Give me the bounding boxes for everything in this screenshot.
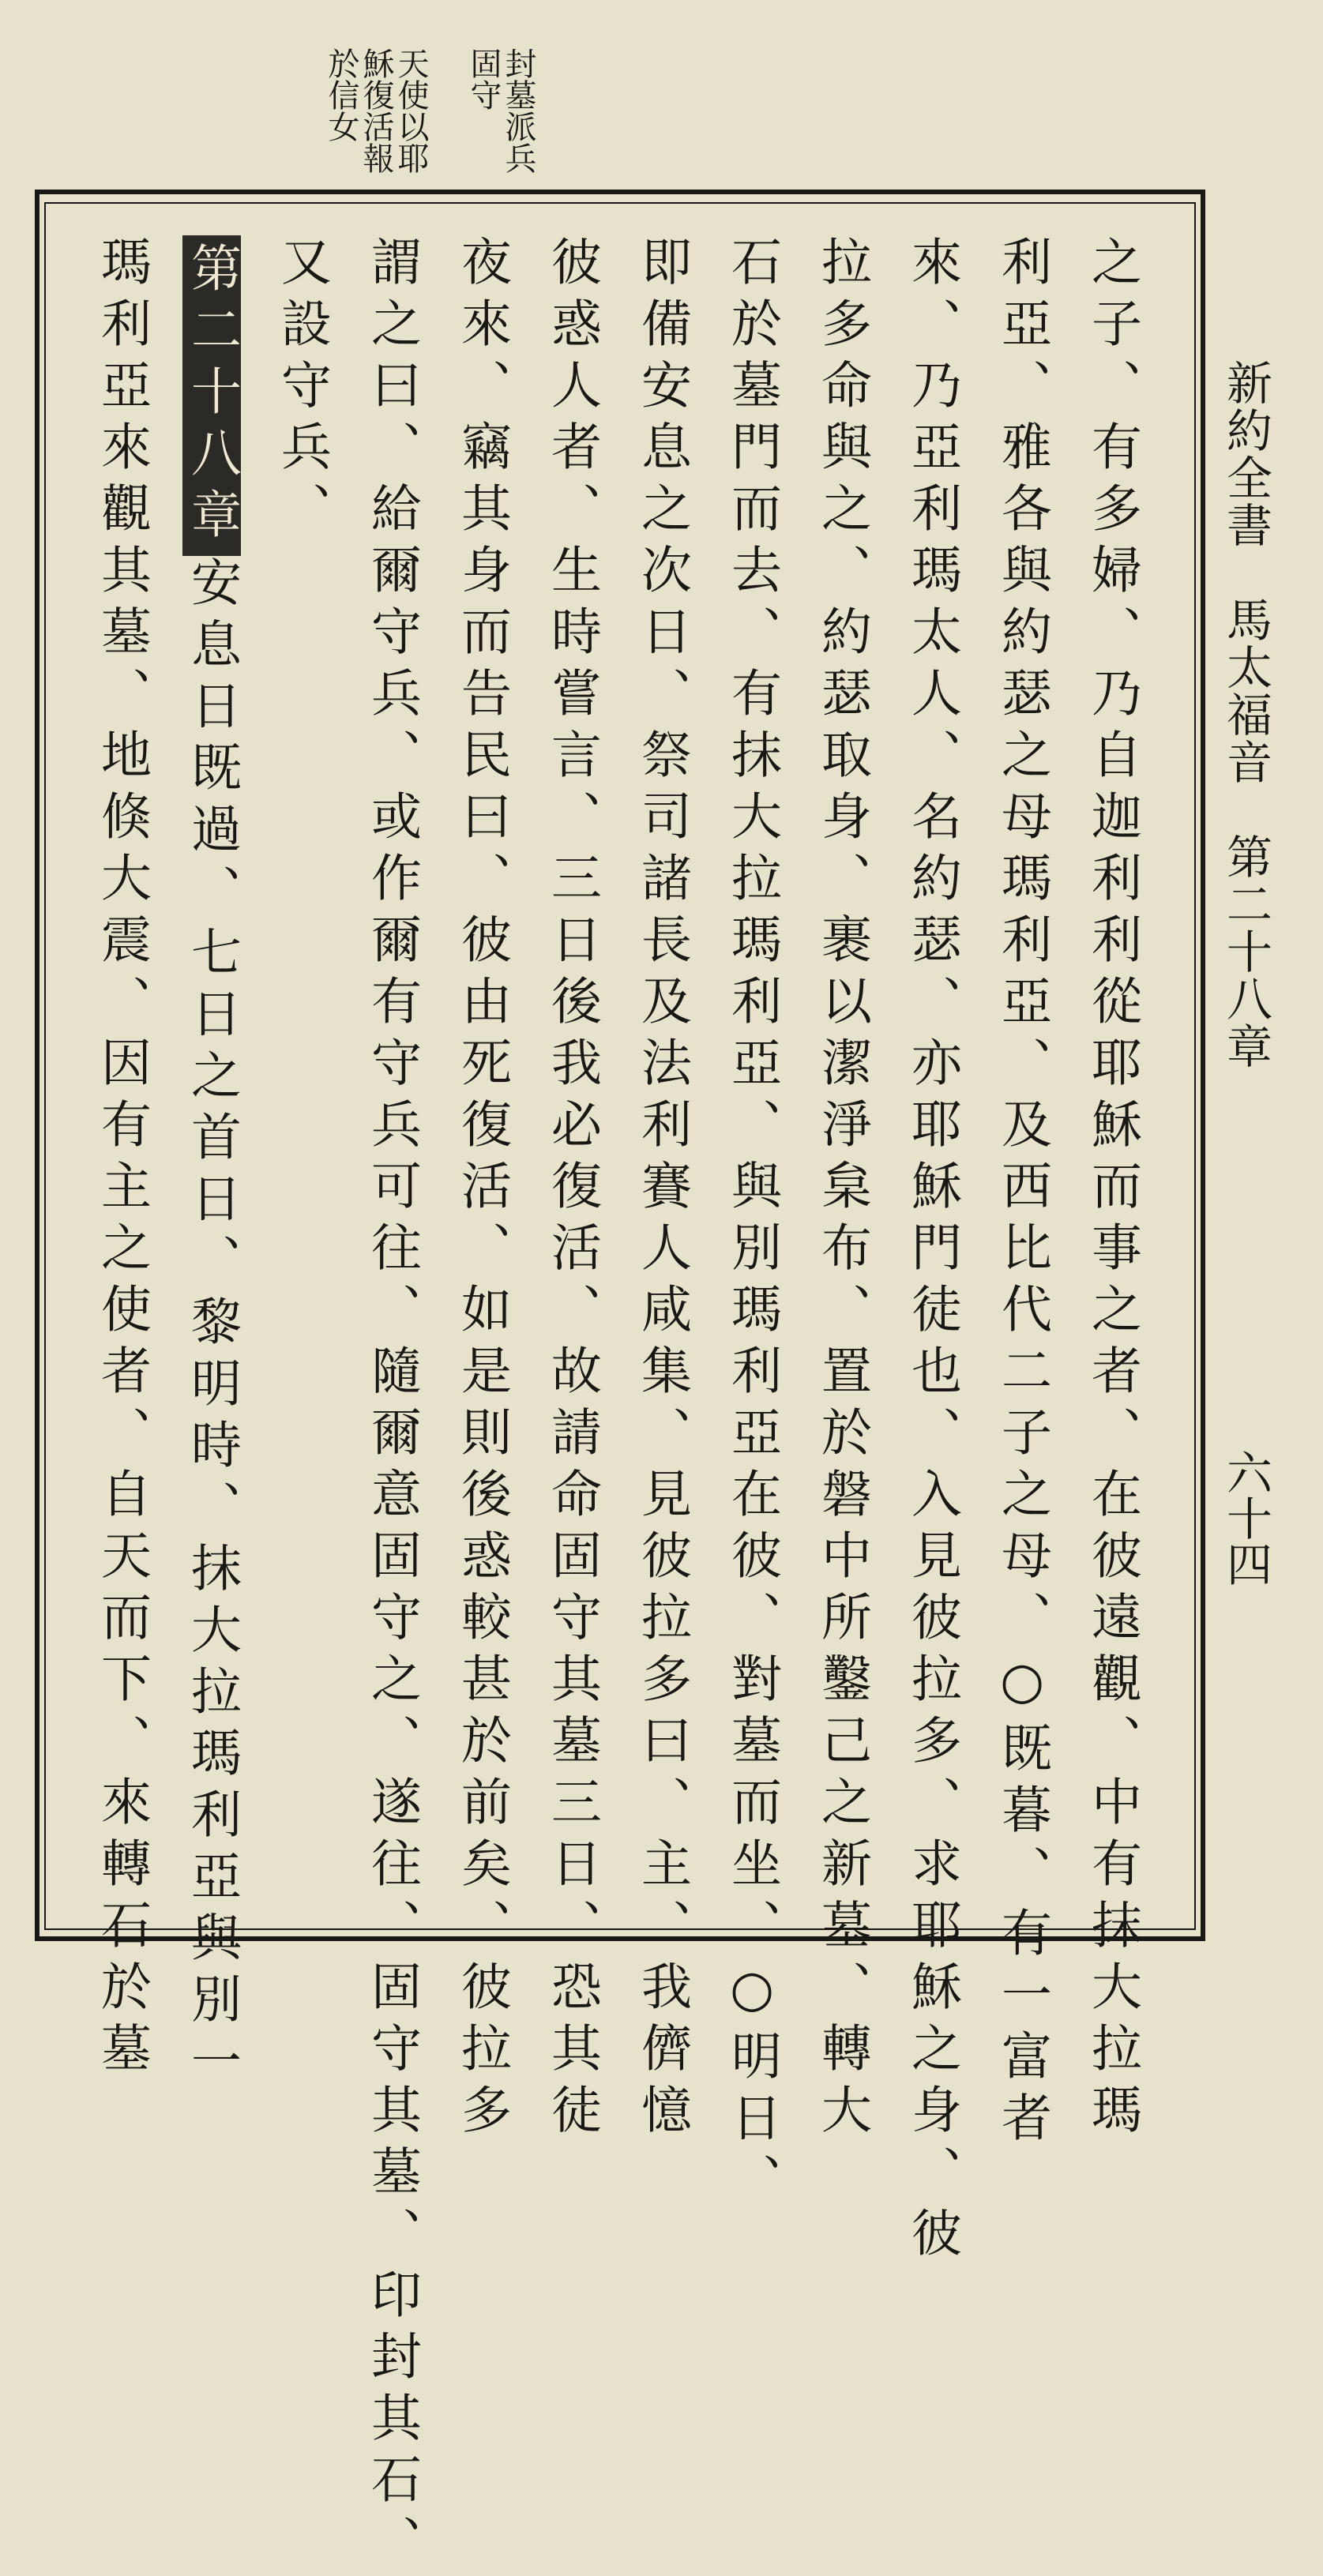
text-column-8: 夜來、竊其身而告民曰、彼由死復活、如是則後惑較甚於前矣、彼拉多 [453, 235, 511, 2145]
text-column-5: 石於墓門而去、有抹大拉瑪利亞、與別瑪利亞在彼、對墓而坐、○明日、 [723, 235, 781, 2214]
text-column-2: 利亞、雅各與約瑟之母瑪利亞、及西比代二子之母、○既暮、有一富者 [993, 235, 1051, 2153]
running-header: 新約全書 馬太福音 第二十八章 [1219, 359, 1272, 1070]
text-column-10: 又設守兵、 [272, 235, 331, 543]
margin-note-angel-reports [70, 47, 427, 174]
margin-note-line: 於信女 [323, 47, 359, 142]
text-column-9: 謂之曰、給爾守兵、或作爾有守兵可往、隨爾意固守之、遂往、固守其墓、印封其石、 [363, 235, 421, 2576]
text-column-6: 即備安息之次日、祭司諸長及法利賽人咸集、見彼拉多曰、主、我儕憶 [633, 235, 691, 2145]
text-column-3: 來、乃亞利瑪太人、名約瑟、亦耶穌門徒也、入見彼拉多、求耶穌之身、彼 [903, 235, 961, 2268]
chapter-heading: 第二十八章 [182, 235, 241, 556]
margin-note-line: 固守 [465, 47, 502, 111]
text-column-1: 之子、有多婦、乃自迦利利從耶穌而事之者、在彼遠觀、中有抹大拉瑪 [1083, 235, 1141, 2145]
text-column-12: 瑪利亞來觀其墓、地倏大震、因有主之使者、自天而下、來轉石於墓 [92, 235, 151, 2083]
margin-note-line: 穌復活報 [358, 47, 394, 174]
text-column-4: 拉多命與之、約瑟取身、裹以潔淨枲布、置於磐中所鑿己之新墓、轉大 [813, 235, 871, 2145]
text-column-7: 彼惑人者、生時嘗言、三日後我必復活、故請命固守其墓三日、恐其徒 [543, 235, 601, 2145]
text-column-11 [182, 235, 241, 2096]
margin-note-line: 天使以耶 [393, 47, 429, 174]
margin-note-line: 封墓派兵 [500, 47, 536, 174]
page-number: 六十四 [1219, 1449, 1272, 1587]
chapter-opening-text: 安息日既過、七日之首日、黎明時、抹大拉瑪利亞與別一 [182, 556, 241, 2096]
